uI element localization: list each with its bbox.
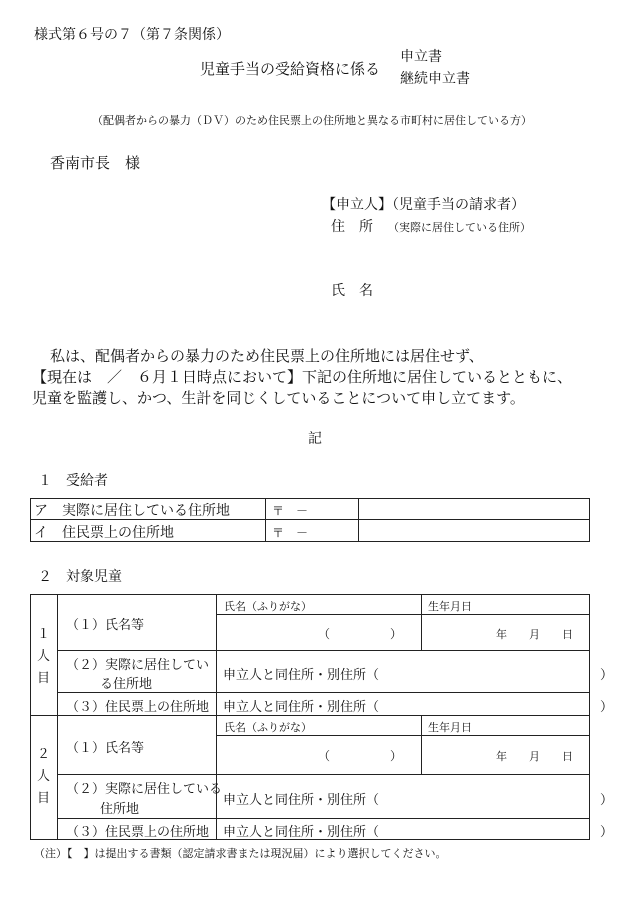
footnote: （注）【 】は提出する書類（認定請求書または現況届）により選択してください。 bbox=[34, 847, 447, 860]
registry-label: （３）住民票上の住所地 bbox=[66, 825, 210, 840]
subtitle: （配偶者からの暴力（ＤＶ）のため住民票上の住所地と異なる市町村に居住している方） bbox=[92, 114, 532, 127]
form-number: 様式第６号の７（第７条関係） bbox=[34, 27, 230, 43]
furigana-paren[interactable]: （ ） bbox=[318, 749, 403, 763]
child-index-label: ２ 人 目 bbox=[36, 747, 50, 806]
name-row-label: （１）氏名等 bbox=[66, 618, 145, 633]
registry-value[interactable]: 申立人と同住所・別住所（ ） bbox=[223, 700, 614, 715]
applicant-label: 【申立人】（児童手当の請求者） bbox=[322, 197, 525, 213]
title-option-application: 申立書 bbox=[400, 49, 442, 65]
residence-label: （２）実際に居住してい bbox=[66, 658, 210, 673]
recipient-row-label: ア 実際に居住している住所地 bbox=[34, 503, 230, 519]
statement-line-2: 【現在は ／ ６月１日時点において】下記の住所地に居住しているとともに、 bbox=[32, 368, 573, 386]
name-header: 氏名（ふりがな） bbox=[224, 600, 312, 613]
residence-label: （２）実際に居住している bbox=[66, 782, 223, 797]
section1-heading: １ 受給者 bbox=[38, 473, 108, 489]
recipient-row-label: イ 住民票上の住所地 bbox=[34, 525, 174, 541]
residence-value[interactable]: 申立人と同住所・別住所（ ） bbox=[223, 668, 614, 683]
name-row-label: （１）氏名等 bbox=[66, 741, 145, 756]
title-prefix: 児童手当の受給資格に係る bbox=[200, 60, 381, 78]
section2-heading: ２ 対象児童 bbox=[38, 569, 122, 585]
registry-value[interactable]: 申立人と同住所・別住所（ ） bbox=[223, 825, 614, 840]
addressee: 香南市長 様 bbox=[50, 154, 141, 172]
address-note: （実際に居住している住所） bbox=[388, 221, 531, 234]
address-label: 住 所 bbox=[331, 219, 373, 235]
statement-line-1: 私は、配偶者からの暴力のため住民票上の住所地には居住せず、 bbox=[50, 347, 484, 365]
registry-label: （３）住民票上の住所地 bbox=[66, 700, 210, 715]
postal-mark: 〒 － bbox=[272, 526, 309, 540]
birth-date-field[interactable]: 年 月 日 bbox=[496, 750, 573, 763]
birth-header: 生年月日 bbox=[428, 600, 472, 613]
furigana-paren[interactable]: （ ） bbox=[318, 627, 403, 641]
residence-label: 住所地 bbox=[100, 802, 140, 817]
postal-mark: 〒 － bbox=[272, 504, 309, 518]
birth-header: 生年月日 bbox=[428, 721, 472, 734]
title-option-continuation: 継続申立書 bbox=[400, 71, 470, 87]
child-index-label: １ 人 目 bbox=[36, 627, 50, 686]
residence-value[interactable]: 申立人と同住所・別住所（ ） bbox=[223, 793, 614, 808]
residence-label: る住所地 bbox=[100, 677, 153, 692]
ki-mark: 記 bbox=[308, 431, 322, 447]
name-header: 氏名（ふりがな） bbox=[224, 721, 312, 734]
name-label: 氏 名 bbox=[331, 283, 373, 299]
birth-date-field[interactable]: 年 月 日 bbox=[496, 628, 573, 641]
statement-line-3: 児童を監護し、かつ、生計を同じくしていることについて申し立てます。 bbox=[32, 389, 525, 407]
